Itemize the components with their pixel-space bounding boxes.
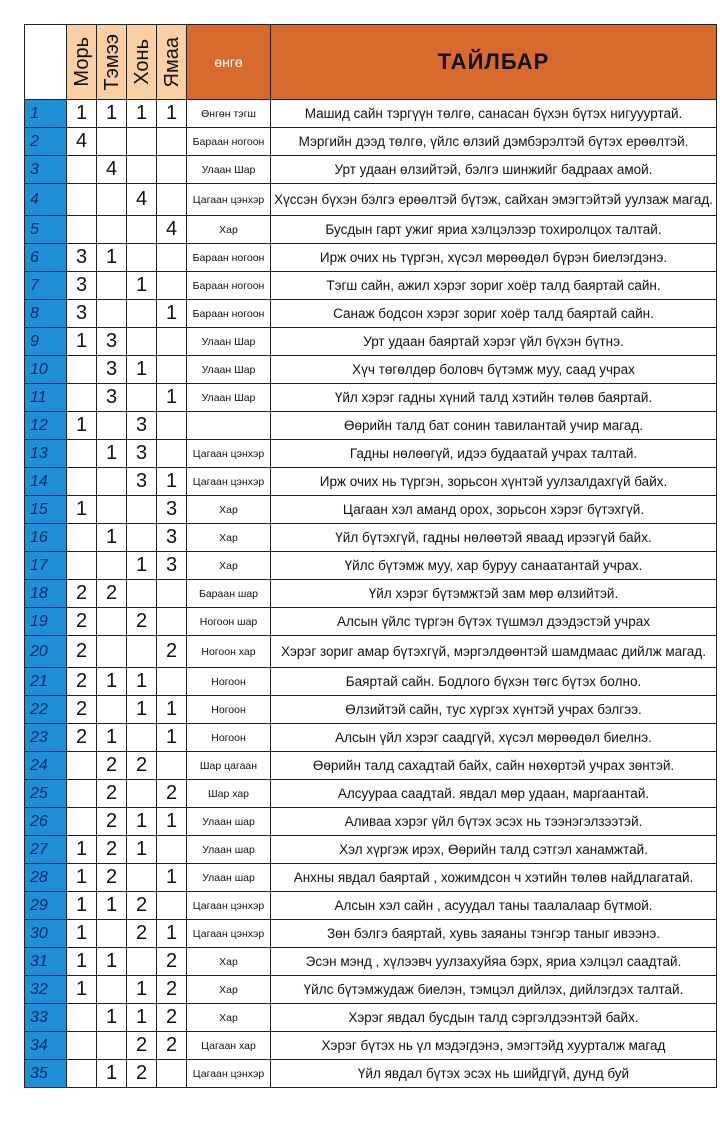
count-camel xyxy=(97,184,127,216)
description-cell: Хүч төгөлдөр боловч бүтэмж муу, саад учрах xyxy=(271,356,717,384)
count-sheep xyxy=(127,384,157,412)
row-number: 26 xyxy=(25,808,67,836)
count-goat xyxy=(157,272,187,300)
count-goat xyxy=(157,128,187,156)
count-goat xyxy=(157,892,187,920)
row-number: 16 xyxy=(25,524,67,552)
count-goat: 3 xyxy=(157,524,187,552)
table-row xyxy=(25,552,717,580)
row-number: 5 xyxy=(25,216,67,244)
row-number: 30 xyxy=(25,920,67,948)
count-sheep: 1 xyxy=(127,696,157,724)
row-number: 31 xyxy=(25,948,67,976)
count-horse xyxy=(67,1032,97,1060)
description-cell: Зөн бэлгэ баяртай, хувь заяаны тэнгэр таныг ивээнэ. xyxy=(271,920,717,948)
count-sheep xyxy=(127,300,157,328)
row-number: 11 xyxy=(25,384,67,412)
color-cell: Хар xyxy=(187,216,271,244)
count-horse xyxy=(67,752,97,780)
count-goat xyxy=(157,244,187,272)
table-row xyxy=(25,752,717,780)
header-color: өнгө xyxy=(187,25,271,100)
count-goat: 2 xyxy=(157,976,187,1004)
description-cell: Урт удаан өлзийтэй, бэлгэ шинжийг бадраах амой. xyxy=(271,156,717,184)
count-sheep: 1 xyxy=(127,1004,157,1032)
row-number: 9 xyxy=(25,328,67,356)
count-goat xyxy=(157,836,187,864)
count-camel: 2 xyxy=(97,836,127,864)
count-camel: 1 xyxy=(97,524,127,552)
row-number: 29 xyxy=(25,892,67,920)
table-row xyxy=(25,976,717,1004)
table-row xyxy=(25,216,717,244)
count-sheep xyxy=(127,216,157,244)
count-horse: 1 xyxy=(67,100,97,128)
row-number: 1 xyxy=(25,100,67,128)
count-horse xyxy=(67,184,97,216)
row-number: 34 xyxy=(25,1032,67,1060)
table-row xyxy=(25,184,717,216)
table-row xyxy=(25,244,717,272)
count-goat xyxy=(157,752,187,780)
color-cell: Ногоон шар xyxy=(187,608,271,636)
count-camel: 2 xyxy=(97,580,127,608)
table-row xyxy=(25,440,717,468)
count-camel xyxy=(97,608,127,636)
count-camel xyxy=(97,696,127,724)
table-row xyxy=(25,724,717,752)
row-number: 13 xyxy=(25,440,67,468)
table-row xyxy=(25,668,717,696)
description-cell: Санаж бодсон хэрэг зориг хоёр талд баяртай сайн. xyxy=(271,300,717,328)
color-cell: Улаан Шар xyxy=(187,384,271,412)
row-number: 7 xyxy=(25,272,67,300)
table-row xyxy=(25,468,717,496)
count-horse xyxy=(67,216,97,244)
color-cell: Цагаан цэнхэр xyxy=(187,468,271,496)
description-cell: Үйл явдал бүтэх эсэх нь шийдгүй, дунд буй xyxy=(271,1060,717,1088)
description-cell: Ирж очих нь түргэн, хүсэл мөрөөдөл бүрэн биелэгдэнэ. xyxy=(271,244,717,272)
table-row xyxy=(25,836,717,864)
count-goat: 1 xyxy=(157,864,187,892)
color-cell: Бараан шар xyxy=(187,580,271,608)
color-cell: Ногоон xyxy=(187,696,271,724)
row-number: 25 xyxy=(25,780,67,808)
description-cell: Алсын үйл хэрэг саадгүй, хүсэл мөрөөдөл биелнэ. xyxy=(271,724,717,752)
description-cell: Тэгш сайн, ажил хэрэг зориг хоёр талд баяртай сайн. xyxy=(271,272,717,300)
count-sheep xyxy=(127,864,157,892)
count-goat xyxy=(157,1060,187,1088)
description-cell: Үйл бүтэхгүй, гадны нөлөөтэй яваад ирээгүй байх. xyxy=(271,524,717,552)
count-sheep: 2 xyxy=(127,892,157,920)
description-cell: Алсын үйлс түргэн бүтэх түшмэл дээдэстэй учрах xyxy=(271,608,717,636)
count-camel xyxy=(97,300,127,328)
count-goat: 2 xyxy=(157,780,187,808)
row-number: 24 xyxy=(25,752,67,780)
count-sheep: 2 xyxy=(127,920,157,948)
color-cell: Улаан шар xyxy=(187,808,271,836)
count-camel xyxy=(97,920,127,948)
count-sheep xyxy=(127,156,157,184)
color-cell: Бараан ногоон xyxy=(187,128,271,156)
header-goat: Ямаа xyxy=(157,25,187,100)
count-goat xyxy=(157,356,187,384)
row-number: 17 xyxy=(25,552,67,580)
count-camel: 2 xyxy=(97,864,127,892)
count-horse: 2 xyxy=(67,608,97,636)
color-cell: Бараан ногоон xyxy=(187,244,271,272)
count-horse: 1 xyxy=(67,328,97,356)
count-sheep: 1 xyxy=(127,100,157,128)
count-goat xyxy=(157,412,187,440)
count-horse: 2 xyxy=(67,696,97,724)
count-horse xyxy=(67,808,97,836)
count-sheep xyxy=(127,580,157,608)
color-cell: Улаан Шар xyxy=(187,328,271,356)
table-row xyxy=(25,696,717,724)
color-cell: Улаан Шар xyxy=(187,156,271,184)
count-camel: 3 xyxy=(97,356,127,384)
table-row xyxy=(25,920,717,948)
count-sheep: 1 xyxy=(127,808,157,836)
table-row xyxy=(25,412,717,440)
count-camel xyxy=(97,468,127,496)
count-horse: 2 xyxy=(67,636,97,668)
count-horse: 1 xyxy=(67,864,97,892)
description-cell: Аливаа хэрэг үйл бүтэх эсэх нь тээнэгэлзээтэй. xyxy=(271,808,717,836)
count-horse xyxy=(67,440,97,468)
row-number: 2 xyxy=(25,128,67,156)
color-cell: Хар xyxy=(187,496,271,524)
count-sheep xyxy=(127,636,157,668)
count-goat xyxy=(157,608,187,636)
count-sheep xyxy=(127,948,157,976)
count-sheep xyxy=(127,524,157,552)
count-goat: 1 xyxy=(157,696,187,724)
count-camel xyxy=(97,272,127,300)
count-camel: 1 xyxy=(97,724,127,752)
table-row xyxy=(25,892,717,920)
count-sheep: 3 xyxy=(127,440,157,468)
count-camel: 2 xyxy=(97,780,127,808)
count-horse: 4 xyxy=(67,128,97,156)
count-goat: 1 xyxy=(157,808,187,836)
table-row xyxy=(25,128,717,156)
table-row xyxy=(25,1004,717,1032)
color-cell: Улаан шар xyxy=(187,836,271,864)
color-cell: Ногоон хар xyxy=(187,636,271,668)
count-sheep xyxy=(127,496,157,524)
count-camel: 1 xyxy=(97,100,127,128)
count-camel: 1 xyxy=(97,1060,127,1088)
description-cell: Машид сайн тэргүүн төлгө, санасан бүхэн бүтэх нигуууртай. xyxy=(271,100,717,128)
color-cell xyxy=(187,412,271,440)
count-sheep: 3 xyxy=(127,468,157,496)
count-horse: 1 xyxy=(67,948,97,976)
count-sheep: 1 xyxy=(127,356,157,384)
color-cell: Хар xyxy=(187,1004,271,1032)
count-sheep: 2 xyxy=(127,752,157,780)
count-camel xyxy=(97,216,127,244)
count-horse xyxy=(67,780,97,808)
description-cell: Баяртай сайн. Бодлого бүхэн төгс бүтэх болно. xyxy=(271,668,717,696)
color-cell: Өнгөн тэгш xyxy=(187,100,271,128)
table-row xyxy=(25,636,717,668)
description-cell: Алсын хэл сайн , асуудал таны таалалаар бүтмой. xyxy=(271,892,717,920)
color-cell: Цагаан цэнхэр xyxy=(187,920,271,948)
count-sheep: 4 xyxy=(127,184,157,216)
table-row xyxy=(25,1032,717,1060)
table-row xyxy=(25,580,717,608)
color-cell: Бараан ногоон xyxy=(187,300,271,328)
count-horse: 1 xyxy=(67,892,97,920)
count-goat: 2 xyxy=(157,636,187,668)
row-number: 3 xyxy=(25,156,67,184)
description-cell: Цагаан хэл аманд орох, зорьсон хэрэг бүтэхгүй. xyxy=(271,496,717,524)
count-goat: 1 xyxy=(157,300,187,328)
count-sheep: 2 xyxy=(127,1060,157,1088)
corner-cell xyxy=(25,25,67,100)
count-horse xyxy=(67,1060,97,1088)
count-horse: 1 xyxy=(67,920,97,948)
count-sheep xyxy=(127,128,157,156)
count-camel: 1 xyxy=(97,892,127,920)
row-number: 18 xyxy=(25,580,67,608)
divination-table xyxy=(24,24,717,1088)
color-cell: Шар цагаан xyxy=(187,752,271,780)
table-row xyxy=(25,328,717,356)
count-sheep: 2 xyxy=(127,608,157,636)
table-row xyxy=(25,100,717,128)
table-row xyxy=(25,864,717,892)
row-number: 21 xyxy=(25,668,67,696)
row-number: 33 xyxy=(25,1004,67,1032)
count-sheep: 3 xyxy=(127,412,157,440)
description-cell: Хэрэг бүтэх нь үл мэдэгдэнэ, эмэгтэйд хуурталж магад xyxy=(271,1032,717,1060)
count-goat: 2 xyxy=(157,1032,187,1060)
description-cell: Алсуураа саадтай. явдал мөр удаан, маргаантай. xyxy=(271,780,717,808)
description-cell: Өлзийтэй сайн, тус хүргэх хүнтэй учрах бэлгээ. xyxy=(271,696,717,724)
count-sheep: 1 xyxy=(127,272,157,300)
description-cell: Үйл хэрэг гадны хүний талд хэтийн төлөв баяртай. xyxy=(271,384,717,412)
count-goat xyxy=(157,184,187,216)
description-cell: Хэрэг явдал бусдын талд сэргэлдээнтэй байх. xyxy=(271,1004,717,1032)
table-row xyxy=(25,156,717,184)
count-goat: 2 xyxy=(157,1004,187,1032)
table-row xyxy=(25,496,717,524)
count-camel xyxy=(97,496,127,524)
count-camel xyxy=(97,976,127,1004)
count-camel xyxy=(97,128,127,156)
row-number: 32 xyxy=(25,976,67,1004)
description-cell: Өөрийн талд бат сонин тавилантай учир магад. xyxy=(271,412,717,440)
header-horse: Морь xyxy=(67,25,97,100)
count-horse xyxy=(67,1004,97,1032)
count-camel: 4 xyxy=(97,156,127,184)
color-cell: Цагаан цэнхэр xyxy=(187,184,271,216)
header-description: ТАЙЛБАР xyxy=(271,25,717,100)
description-cell: Үйл хэрэг бүтэмжтэй зам мөр өлзийтэй. xyxy=(271,580,717,608)
table-row xyxy=(25,808,717,836)
count-goat xyxy=(157,156,187,184)
count-horse xyxy=(67,552,97,580)
table-row xyxy=(25,524,717,552)
row-number: 8 xyxy=(25,300,67,328)
description-cell: Эсэн мэнд , хүлээвч уулзахуйяа бэрх, яриа хэлцэл саадтай. xyxy=(271,948,717,976)
row-number: 10 xyxy=(25,356,67,384)
count-camel: 3 xyxy=(97,384,127,412)
color-cell: Ногоон xyxy=(187,724,271,752)
count-goat xyxy=(157,328,187,356)
table-row xyxy=(25,272,717,300)
color-cell: Ногоон xyxy=(187,668,271,696)
count-camel: 1 xyxy=(97,948,127,976)
row-number: 22 xyxy=(25,696,67,724)
table-row xyxy=(25,780,717,808)
header-camel: Тэмээ xyxy=(97,25,127,100)
color-cell: Шар хар xyxy=(187,780,271,808)
count-goat xyxy=(157,668,187,696)
count-camel: 1 xyxy=(97,244,127,272)
count-horse: 2 xyxy=(67,580,97,608)
count-sheep xyxy=(127,328,157,356)
description-cell: Гадны нөлөөгүй, идээ будаатай учрах талтай. xyxy=(271,440,717,468)
count-camel xyxy=(97,412,127,440)
color-cell: Хар xyxy=(187,976,271,1004)
count-sheep: 1 xyxy=(127,668,157,696)
count-sheep xyxy=(127,724,157,752)
count-goat: 1 xyxy=(157,468,187,496)
count-camel: 1 xyxy=(97,440,127,468)
row-number: 20 xyxy=(25,636,67,668)
description-cell: Анхны явдал баяртай , хожимдсон ч хэтийн төлөв найдлагатай. xyxy=(271,864,717,892)
count-sheep: 1 xyxy=(127,976,157,1004)
count-horse: 2 xyxy=(67,668,97,696)
count-horse xyxy=(67,156,97,184)
count-goat xyxy=(157,440,187,468)
count-horse: 1 xyxy=(67,412,97,440)
color-cell: Цагаан цэнхэр xyxy=(187,1060,271,1088)
color-cell: Хар xyxy=(187,524,271,552)
count-goat: 3 xyxy=(157,496,187,524)
count-goat: 4 xyxy=(157,216,187,244)
table-row xyxy=(25,948,717,976)
row-number: 35 xyxy=(25,1060,67,1088)
count-sheep: 1 xyxy=(127,552,157,580)
table-row xyxy=(25,300,717,328)
description-cell: Бусдын гарт ужиг яриа хэлцэлээр тохиролцох талтай. xyxy=(271,216,717,244)
table-row xyxy=(25,356,717,384)
description-cell: Мэргийн дээд төлгө, үйлс өлзий дэмбэрэлтэй бүтэх ерөөлтэй. xyxy=(271,128,717,156)
color-cell: Цагаан цэнхэр xyxy=(187,440,271,468)
description-cell: Урт удаан баяртай хэрэг үйл бүхэн бүтнэ. xyxy=(271,328,717,356)
count-camel: 1 xyxy=(97,668,127,696)
count-camel: 2 xyxy=(97,808,127,836)
table-row xyxy=(25,384,717,412)
color-cell: Бараан ногоон xyxy=(187,272,271,300)
row-number: 14 xyxy=(25,468,67,496)
count-goat: 3 xyxy=(157,552,187,580)
row-number: 19 xyxy=(25,608,67,636)
color-cell: Улаан шар xyxy=(187,864,271,892)
count-horse: 1 xyxy=(67,496,97,524)
color-cell: Хар xyxy=(187,552,271,580)
row-number: 28 xyxy=(25,864,67,892)
count-horse xyxy=(67,356,97,384)
count-horse xyxy=(67,524,97,552)
row-number: 4 xyxy=(25,184,67,216)
row-number: 23 xyxy=(25,724,67,752)
description-cell: Үйлс бүтэмжудаж биелэн, тэмцэл дийлэх, дийлэгдэх талтай. xyxy=(271,976,717,1004)
color-cell: Цагаан цэнхэр xyxy=(187,892,271,920)
description-cell: Хэрэг зориг амар бүтэхгүй, мэргэлдөөнтэй шамдмаас дийлж магад. xyxy=(271,636,717,668)
description-cell: Үйлс бүтэмж муу, хар буруу санаатантай учрах. xyxy=(271,552,717,580)
count-goat xyxy=(157,580,187,608)
count-goat: 1 xyxy=(157,920,187,948)
count-goat: 2 xyxy=(157,948,187,976)
count-goat: 1 xyxy=(157,724,187,752)
color-cell: Хар xyxy=(187,948,271,976)
count-horse: 1 xyxy=(67,836,97,864)
description-cell: Өөрийн талд сахадтай байх, сайн нөхөртэй учрах зөнтэй. xyxy=(271,752,717,780)
color-cell: Цагаан хар xyxy=(187,1032,271,1060)
row-number: 6 xyxy=(25,244,67,272)
count-horse: 1 xyxy=(67,976,97,1004)
count-camel: 3 xyxy=(97,328,127,356)
row-number: 27 xyxy=(25,836,67,864)
description-cell: Хэл хүргэж ирэх, Өөрийн талд сэтгэл ханамжтай. xyxy=(271,836,717,864)
count-horse xyxy=(67,468,97,496)
row-number: 15 xyxy=(25,496,67,524)
count-camel: 1 xyxy=(97,1004,127,1032)
table-row xyxy=(25,1060,717,1088)
count-goat: 1 xyxy=(157,384,187,412)
description-cell: Ирж очих нь түргэн, зорьсон хүнтэй уулзалдахгүй байх. xyxy=(271,468,717,496)
color-cell: Улаан Шар xyxy=(187,356,271,384)
header-sheep: Хонь xyxy=(127,25,157,100)
count-camel xyxy=(97,552,127,580)
count-camel xyxy=(97,1032,127,1060)
count-horse: 3 xyxy=(67,272,97,300)
description-cell: Хүссэн бүхэн бэлгэ ерөөлтэй бүтэж, сайхан эмэгтэйтэй уулзаж магад. xyxy=(271,184,717,216)
count-horse: 3 xyxy=(67,244,97,272)
count-sheep: 1 xyxy=(127,836,157,864)
count-camel xyxy=(97,636,127,668)
count-horse: 3 xyxy=(67,300,97,328)
count-horse xyxy=(67,384,97,412)
count-goat: 1 xyxy=(157,100,187,128)
row-number: 12 xyxy=(25,412,67,440)
count-camel: 2 xyxy=(97,752,127,780)
count-sheep: 2 xyxy=(127,1032,157,1060)
count-sheep xyxy=(127,244,157,272)
table-row xyxy=(25,608,717,636)
count-horse: 2 xyxy=(67,724,97,752)
count-sheep xyxy=(127,780,157,808)
